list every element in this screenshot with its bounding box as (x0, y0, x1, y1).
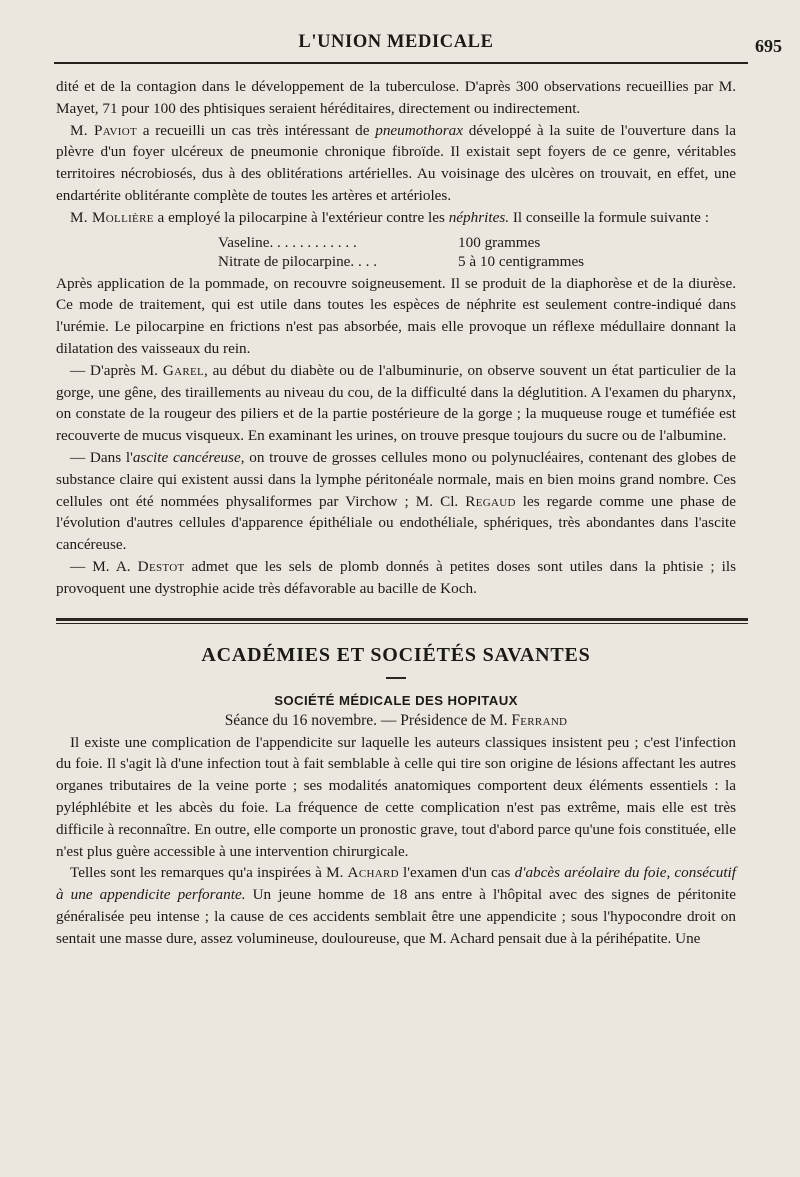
formula-quantity: 5 à 10 centigrammes (458, 252, 585, 270)
destot-text-1: — M. A. (70, 557, 138, 575)
header-rule (54, 62, 748, 64)
term-abces-areolaire: d'abcès aréolaire du foie, consécutif à une appendicite perforante. (56, 864, 737, 904)
author-garel: Garel (162, 361, 205, 379)
session-text: Séance du 16 novembre. — Présidence de M. (224, 711, 512, 729)
paragraph-molliere (56, 207, 736, 229)
section-rule-thick (56, 618, 748, 621)
term-ascite-cancereuse: ascite cancéreuse (132, 448, 241, 466)
formula-row (218, 252, 736, 271)
achard-text-2: l'examen d'un cas (398, 864, 515, 882)
ascite-text-2: , on trouve de grosses cellules mono ou polynucléaires, contenant des globes de substance claire qui existent aussi dans la lymphe péritonéale normale, mais en bien moins grand nombre. Ces cellules ont été nommées physaliformes par Virchow ; M. Cl. (56, 448, 736, 510)
garel-text-1: — D'après M. (70, 361, 163, 379)
author-achard: Achard (347, 864, 399, 882)
author-paviot: M. Paviot (70, 121, 137, 139)
prescription-formula (218, 233, 736, 271)
short-divider (386, 677, 406, 679)
author-molliere: M. Mollière (70, 208, 154, 226)
paragraph-garel (56, 360, 736, 447)
section-title: ACADÉMIES ET SOCIÉTÉS SAVANTES (201, 643, 591, 666)
ascite-text-1: — Dans l' (70, 448, 133, 466)
formula-ingredient: Nitrate de pilocarpine. . . . (218, 252, 377, 270)
achard-text-1: Telles sont les remarques qu'a inspirées à M. (70, 864, 348, 882)
formula-row (218, 233, 736, 252)
paragraph-heredity: dité et de la contagion dans le développement de la tuberculose. D'après 300 observations recueillies par M. Mayet, 71 pour 100 des phtisiques seraient héréditaires, directement ou indirectement. (56, 78, 736, 117)
molliere-text-1: a employé la pilocarpine à l'extérieur contre les (153, 208, 449, 226)
society-heading: SOCIÉTÉ MÉDICALE DES HOPITAUX (274, 692, 518, 708)
ascite-text-3: les regarde comme une phase de l'évolution d'autres cellules d'apparence épithéliale ou endothéliale, sphériques, très abondantes dans l'ascite cancéreuse. (56, 492, 736, 554)
formula-quantity: 100 grammes (458, 233, 541, 251)
garel-text-2: , au début du diabète ou de l'albuminurie, on observe souvent un état particulier de la gorge, une gêne, des tiraillements au niveau du cou, de la difficulté dans la déglutition. A l'examen du pharynx, on constate de la rougeur des piliers et de la partie postérieure de la gorge ; la muqueuse rouge et tuméfiée est recouverte de mucus visqueux. En examinant les urines, on trouve presque toujours du sucre ou de l'albumine. (56, 361, 736, 445)
author-destot: Destot (137, 557, 185, 575)
molliere-text-2: Il conseille la formule suivante : (509, 208, 709, 226)
destot-text-2: admet que les sels de plomb donnés à petites doses sont utiles dans la phtisie ; ils provoquent une dystrophie acide très défavorable au bacille de Koch. (56, 557, 736, 597)
page-number: 695 (755, 36, 782, 56)
paragraph-ascite (56, 447, 736, 556)
section-rule-thin (56, 623, 748, 624)
paragraph-appendicite: Il existe une complication de l'appendicite sur laquelle les auteurs classiques insistent peu ; c'est l'infection du foie. Il s'agit là d'une infection tout à fait semblable à celle qui tire son origine de lésions affectant les autres organes tributaires de la veine porte ; ses modalités anatomiques comportent deux éléments essentiels : la pyléphlébite et les abcès du foie. La fréquence de cette complication n'est pas extrême, mais elle est très difficile à reconnaître. En outre, elle comporte un pronostic grave, tout d'abord parce qu'une fois constituée, elle n'est plus guère accessible à une intervention chirurgicale. (56, 733, 736, 860)
session-line (56, 712, 736, 730)
paragraph-destot (56, 556, 736, 600)
achard-text-3: Un jeune homme de 18 ans entre à l'hôpital avec des signes de péritonite généralisée peu intense ; la cause de ces accidents semblait être une appendicite ; sous l'hypocondre droit on sentait une masse dure, assez volumineuse, douloureuse, que M. Achard pensait due à la périhépatite. Une (56, 886, 736, 947)
term-nephrites: néphrites. (448, 208, 510, 226)
paragraph-paviot (56, 120, 736, 207)
term-pneumothorax: pneumothorax (375, 121, 463, 139)
president-name: Ferrand (511, 711, 568, 729)
journal-title: L'UNION MEDICALE (298, 32, 494, 52)
running-head (56, 28, 782, 58)
paviot-text-2: développé à la suite de l'ouverture dans la plèvre d'un foyer ulcéreux de pneumonie chronique fibroïde. Il existait sept foyers de ce genre, véritables territoires nécrobiosés, dus à des oblitérations artérielles. Au voisinage des ulcères on trouvait, en effet, une endartérite oblitérante complète de toutes les artères et artérioles. (56, 121, 736, 204)
formula-ingredient: Vaseline. . . . . . . . . . . . (218, 233, 357, 251)
paragraph-achard (56, 862, 736, 949)
author-regaud: Regaud (465, 492, 516, 510)
paviot-text-1: a recueilli un cas très intéressant de (137, 121, 376, 139)
paragraph-pilocarpine: Après application de la pommade, on recouvre soigneusement. Il se produit de la diaphorèse et de la diurèse. Ce mode de traitement, qui est utile dans toutes les espèces de néphrite est seulement contre-indiqué dans l'urémie. Le pilocarpine en frictions n'est pas absorbée, mais elle provoque un réflexe médullaire donnant la dilatation des vaisseaux du rein. (56, 274, 736, 357)
